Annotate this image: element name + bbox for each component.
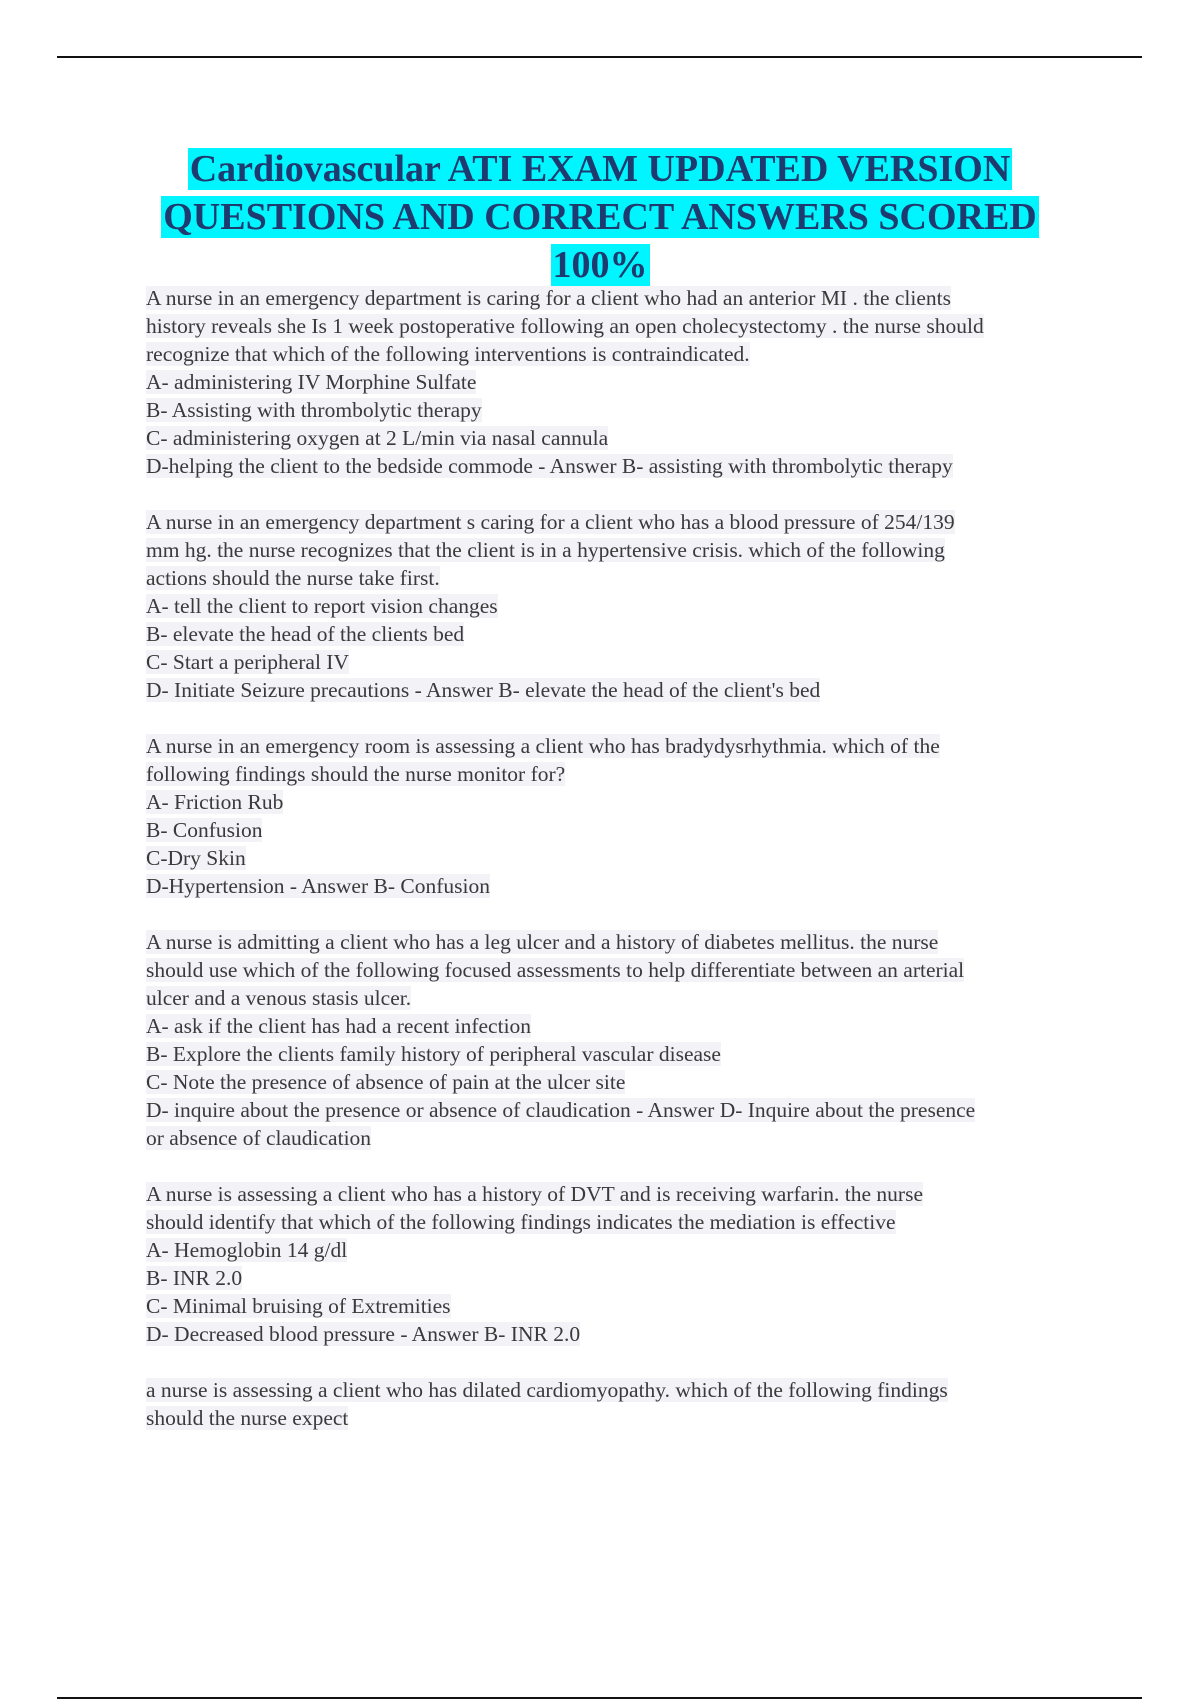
question-line: should the nurse expect bbox=[146, 1406, 349, 1430]
title-line-3: 100% bbox=[552, 244, 648, 286]
title-line-1: Cardiovascular ATI EXAM UPDATED VERSION bbox=[189, 148, 1011, 190]
question-block bbox=[146, 1376, 1096, 1432]
question-line: a nurse is assessing a client who has dilated cardiomyopathy. which of the following findings bbox=[146, 1378, 948, 1402]
question-line: B- INR 2.0 bbox=[146, 1266, 243, 1290]
question-line: A nurse is admitting a client who has a leg ulcer and a history of diabetes mellitus. the nurse bbox=[146, 930, 939, 954]
question-line: B- Explore the clients family history of peripheral vascular disease bbox=[146, 1042, 721, 1066]
bottom-rule bbox=[57, 1697, 1142, 1699]
question-block bbox=[146, 928, 1096, 1152]
question-line: following findings should the nurse monitor for? bbox=[146, 762, 566, 786]
question-line: D- inquire about the presence or absence of claudication - Answer D- Inquire about the presence bbox=[146, 1098, 976, 1122]
question-line: mm hg. the nurse recognizes that the client is in a hypertensive crisis. which of the following bbox=[146, 538, 945, 562]
question-block bbox=[146, 732, 1096, 900]
question-line: should use which of the following focused assessments to help differentiate between an arterial bbox=[146, 958, 965, 982]
question-line: A- ask if the client has had a recent infection bbox=[146, 1014, 532, 1038]
question-line: A- tell the client to report vision changes bbox=[146, 594, 498, 618]
question-line: D-Hypertension - Answer B- Confusion bbox=[146, 874, 490, 898]
question-block bbox=[146, 284, 1096, 480]
question-line: C- administering oxygen at 2 L/min via nasal cannula bbox=[146, 426, 609, 450]
question-line: should identify that which of the following findings indicates the mediation is effective bbox=[146, 1210, 896, 1234]
question-line: A nurse is assessing a client who has a history of DVT and is receiving warfarin. the nurse bbox=[146, 1182, 924, 1206]
top-rule bbox=[57, 56, 1142, 58]
question-line: A- Hemoglobin 14 g/dl bbox=[146, 1238, 348, 1262]
question-line: D- Decreased blood pressure - Answer B- INR 2.0 bbox=[146, 1322, 581, 1346]
question-line: A nurse in an emergency room is assessing a client who has bradydysrhythmia. which of the bbox=[146, 734, 940, 758]
question-line: B- Assisting with thrombolytic therapy bbox=[146, 398, 482, 422]
question-line: B- elevate the head of the clients bed bbox=[146, 622, 465, 646]
question-list bbox=[146, 284, 1096, 1460]
question-line: B- Confusion bbox=[146, 818, 263, 842]
question-line: C- Start a peripheral IV bbox=[146, 650, 349, 674]
question-line: ulcer and a venous stasis ulcer. bbox=[146, 986, 412, 1010]
question-line: A nurse in an emergency department s caring for a client who has a blood pressure of 254/139 bbox=[146, 510, 955, 534]
question-line: A nurse in an emergency department is caring for a client who had an anterior MI . the clients bbox=[146, 286, 951, 310]
question-line: actions should the nurse take first. bbox=[146, 566, 440, 590]
title-line-2: QUESTIONS AND CORRECT ANSWERS SCORED bbox=[163, 196, 1037, 238]
question-line: C-Dry Skin bbox=[146, 846, 246, 870]
question-line: history reveals she Is 1 week postoperative following an open cholecystectomy . the nurse should bbox=[146, 314, 984, 338]
question-line: D- Initiate Seizure precautions - Answer B- elevate the head of the client's bed bbox=[146, 678, 821, 702]
question-line: A- Friction Rub bbox=[146, 790, 284, 814]
question-line: recognize that which of the following interventions is contraindicated. bbox=[146, 342, 750, 366]
question-block bbox=[146, 1180, 1096, 1348]
question-line: or absence of claudication bbox=[146, 1126, 372, 1150]
question-line: C- Minimal bruising of Extremities bbox=[146, 1294, 451, 1318]
question-line: C- Note the presence of absence of pain at the ulcer site bbox=[146, 1070, 626, 1094]
question-block bbox=[146, 508, 1096, 704]
document-title bbox=[0, 145, 1200, 289]
question-line: A- administering IV Morphine Sulfate bbox=[146, 370, 477, 394]
question-line: D-helping the client to the bedside commode - Answer B- assisting with thrombolytic therapy bbox=[146, 454, 953, 478]
